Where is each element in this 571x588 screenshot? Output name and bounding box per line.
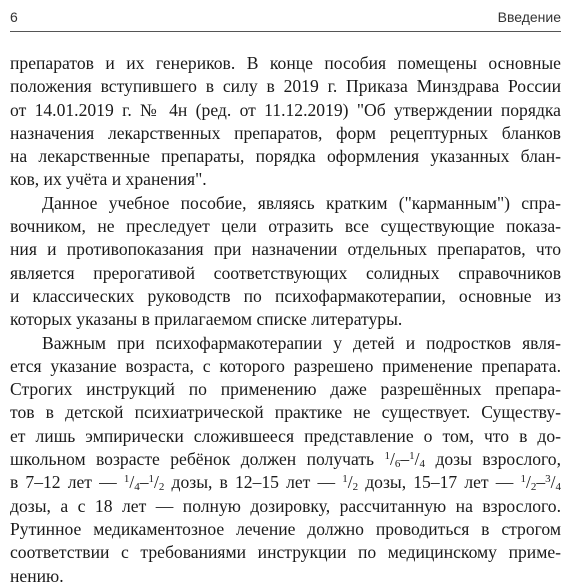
text-line: Важным при психофармакотерапии у детей и подростков явля- bbox=[42, 332, 561, 353]
fraction-numerator: 1 bbox=[123, 473, 130, 486]
paragraph-2 bbox=[10, 192, 561, 332]
fraction-denominator: 2 bbox=[352, 481, 359, 494]
text-line: ется указание возраста, с которого разрешено применение препарата. bbox=[10, 355, 561, 376]
fraction-slash: / bbox=[129, 472, 135, 493]
fraction-slash: / bbox=[525, 472, 531, 493]
fraction-slash: / bbox=[347, 472, 353, 493]
text-line: Строгих инструкций по применению даже разрешённых препара- bbox=[10, 379, 561, 400]
text-line-dose-preschool bbox=[10, 448, 561, 471]
text-line: нению. bbox=[10, 565, 64, 586]
text-line: и классических руководств по психофармакотерапии, основные из bbox=[10, 285, 561, 306]
text-line: назначения лекарственных препаратов, форм рецептурных бланков bbox=[10, 122, 561, 143]
text-line: является прерогативой соответствующих солидных справочников bbox=[10, 262, 561, 283]
text-fragment: дозы взрослого, bbox=[435, 449, 561, 470]
fraction-numerator: 3 bbox=[545, 473, 551, 486]
text-line: Данное учебное пособие, являясь кратким ("карманным") спра- bbox=[42, 192, 561, 213]
page-number: 6 bbox=[10, 9, 18, 25]
fraction-denominator: 4 bbox=[555, 481, 562, 494]
fraction-slash: / bbox=[414, 449, 420, 470]
header-divider bbox=[10, 31, 561, 32]
paragraph-1 bbox=[10, 52, 561, 192]
text-line: дозы, а с 18 лет — полную дозировку, рассчитанную на взрослого. bbox=[10, 495, 561, 516]
text-line: вочником, не преследует цели отразить все существующие показа- bbox=[10, 216, 561, 237]
fraction-slash: / bbox=[154, 472, 159, 493]
fraction-denominator: 6 bbox=[394, 458, 401, 471]
text-line-dose-ages bbox=[10, 471, 561, 494]
fraction-denominator: 4 bbox=[134, 481, 140, 494]
text-fragment: школьном возрасте ребёнок должен получать bbox=[10, 449, 375, 470]
text-line: тов в детской психиатрической практике не существует. Существу- bbox=[10, 402, 561, 423]
range-dash: – bbox=[400, 449, 410, 470]
fraction-numerator: 1 bbox=[148, 473, 155, 486]
paragraph-3 bbox=[10, 332, 561, 588]
text-line: ния и противопоказания при назначении отдельных препаратов, что bbox=[10, 239, 561, 260]
fraction-numerator: 1 bbox=[384, 450, 390, 463]
text-line: препаратов и их генериков. В конце пособия помещены основные bbox=[10, 53, 561, 73]
fraction-numerator: 1 bbox=[342, 473, 348, 486]
text-line: от 14.01.2019 г. № 4н (ред. от 11.12.2019) "Об утверждении порядка bbox=[10, 99, 561, 120]
page-header bbox=[10, 5, 561, 29]
fraction-numerator: 1 bbox=[520, 473, 526, 486]
range-dash: – bbox=[139, 472, 149, 493]
text-line: соответствии с требованиями инструкции по медицинскому приме- bbox=[10, 542, 561, 563]
text-line: которых указаны в прилагаемом списке литературы. bbox=[10, 309, 403, 330]
text-line: положения вступившего в силу в 2019 г. Приказа Минздрава России bbox=[10, 76, 561, 97]
text-line: ков, их учёта и хранения". bbox=[10, 169, 207, 190]
fraction-denominator: 4 bbox=[419, 458, 426, 471]
text-line: Рутинное медикаментозное лечение должно проводиться в строгом bbox=[10, 518, 561, 539]
running-title: Введение bbox=[497, 9, 561, 25]
text-fragment: в 7–12 лет — bbox=[10, 472, 117, 493]
fraction-denominator: 2 bbox=[530, 481, 537, 494]
fraction-numerator: 1 bbox=[409, 450, 415, 463]
fraction-slash: / bbox=[550, 472, 556, 493]
document-body bbox=[10, 52, 561, 588]
text-line: на лекарственные препараты, порядка оформления указанных блан- bbox=[10, 146, 561, 167]
text-fragment: дозы, в 12–15 лет — bbox=[171, 472, 336, 493]
range-dash: – bbox=[536, 472, 546, 493]
fraction-denominator: 2 bbox=[158, 481, 165, 494]
text-fragment: дозы, 15–17 лет — bbox=[365, 472, 514, 493]
fraction-slash: / bbox=[389, 449, 395, 470]
text-line: ет лишь эмпирически сложившееся представление о том, что в до- bbox=[10, 425, 561, 446]
